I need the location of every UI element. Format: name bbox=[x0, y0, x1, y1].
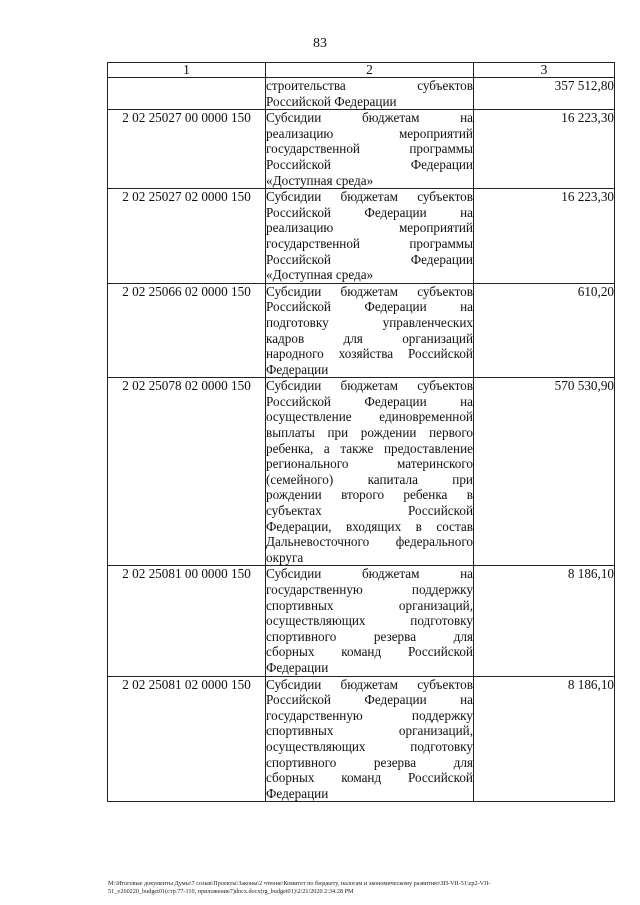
description-line: реализацию мероприятий bbox=[266, 220, 473, 236]
description-line: Российской Федерации на bbox=[266, 204, 473, 220]
description-line: «Доступная среда» bbox=[266, 267, 374, 283]
description-line: Федерации, входящих в состав bbox=[266, 518, 473, 534]
description-line: регионального материнского bbox=[266, 456, 473, 472]
amount-cell: 16 223,30 bbox=[474, 189, 615, 284]
table-header-row bbox=[108, 63, 615, 78]
amount-cell: 610,20 bbox=[474, 283, 615, 378]
description-cell bbox=[266, 110, 474, 189]
description-cell bbox=[266, 283, 474, 378]
description-line: сборных команд Российской bbox=[266, 770, 473, 786]
description-line: ребенка, а также предоставление bbox=[266, 440, 473, 456]
description-line: Федерации bbox=[266, 361, 329, 377]
description-line: Федерации bbox=[266, 659, 329, 675]
table-row bbox=[108, 676, 615, 802]
footer-line-1: M:\Итоговые документы Думы\7 созыв\Проекты\Законы\2 чтение\Комитет по бюджету, налогам и экономическому развитию\ЗП-VII-51\zp2-VII- bbox=[108, 880, 491, 887]
description-line: округа bbox=[266, 549, 304, 565]
file-path-footer bbox=[108, 880, 618, 896]
description-cell bbox=[266, 378, 474, 566]
amount-cell: 8 186,10 bbox=[474, 676, 615, 802]
description-line: Субсидии бюджетам на bbox=[266, 110, 473, 126]
description-line: Российской Федерации на bbox=[266, 299, 473, 315]
column-header-2: 2 bbox=[266, 63, 474, 78]
description-line: Федерации bbox=[266, 785, 329, 801]
description-line: осуществляющих подготовку bbox=[266, 738, 473, 754]
description-line: спортивных организаций, bbox=[266, 597, 473, 613]
description-line: государственной программы bbox=[266, 141, 473, 157]
table-row bbox=[108, 566, 615, 676]
description-line: Дальневосточного федерального bbox=[266, 534, 473, 550]
description-line: государственную поддержку bbox=[266, 582, 473, 597]
budget-code-cell: 2 02 25066 02 0000 150 bbox=[108, 283, 266, 378]
description-cell bbox=[266, 189, 474, 284]
budget-code-cell: 2 02 25027 00 0000 150 bbox=[108, 110, 266, 189]
description-line: осуществление единовременной bbox=[266, 409, 473, 425]
description-line: субъектах Российской bbox=[266, 503, 473, 519]
amount-cell: 570 530,90 bbox=[474, 378, 615, 566]
page-number: 83 bbox=[313, 36, 327, 51]
column-header-3: 3 bbox=[474, 63, 615, 78]
table-row bbox=[108, 78, 615, 110]
column-header-1: 1 bbox=[108, 63, 266, 78]
table-row bbox=[108, 110, 615, 189]
amount-cell: 357 512,80 bbox=[474, 78, 615, 110]
budget-code-cell: 2 02 25081 02 0000 150 bbox=[108, 676, 266, 802]
description-line: государственной программы bbox=[266, 235, 473, 251]
description-line: Субсидии бюджетам субъектов bbox=[266, 676, 473, 692]
budget-code-cell bbox=[108, 78, 266, 110]
description-cell bbox=[266, 676, 474, 802]
description-line: выплаты при рождении первого bbox=[266, 425, 473, 441]
description-line: (семейного) капитала при bbox=[266, 471, 473, 487]
budget-code-cell: 2 02 25027 02 0000 150 bbox=[108, 189, 266, 284]
description-cell bbox=[266, 566, 474, 676]
description-line: сборных команд Российской bbox=[266, 644, 473, 660]
amount-cell: 16 223,30 bbox=[474, 110, 615, 189]
description-line: Субсидии бюджетам субъектов bbox=[266, 283, 473, 299]
footer-line-2: 51_v260220_budget01(стр.77-110, приложение7)docx.docx(rg_budget01)\2/21/2020 2:34:28 PM bbox=[108, 888, 354, 895]
budget-code-cell: 2 02 25078 02 0000 150 bbox=[108, 378, 266, 566]
revenue-table bbox=[107, 62, 615, 802]
description-line: народного хозяйства Российской bbox=[266, 346, 473, 362]
description-line: спортивных организаций, bbox=[266, 723, 473, 739]
description-line: Субсидии бюджетам субъектов bbox=[266, 378, 473, 394]
description-cell bbox=[266, 78, 474, 110]
description-line: «Доступная среда» bbox=[266, 172, 374, 188]
description-line: кадров для организаций bbox=[266, 330, 473, 346]
description-line: осуществляющих подготовку bbox=[266, 613, 473, 629]
description-line: спортивного резерва для bbox=[266, 754, 473, 770]
description-line: Российской Федерации на bbox=[266, 692, 473, 708]
description-line: Российской Федерации bbox=[266, 156, 473, 172]
description-line: подготовку управленческих bbox=[266, 314, 473, 330]
budget-code-cell: 2 02 25081 00 0000 150 bbox=[108, 566, 266, 676]
description-line: Субсидии бюджетам субъектов bbox=[266, 189, 473, 205]
description-line: строительства субъектов bbox=[266, 78, 473, 93]
description-line: реализацию мероприятий bbox=[266, 125, 473, 141]
amount-cell: 8 186,10 bbox=[474, 566, 615, 676]
description-line: Российской Федерации на bbox=[266, 393, 473, 409]
description-line: рождении второго ребенка в bbox=[266, 487, 473, 503]
table-row bbox=[108, 378, 615, 566]
description-line: Российской Федерации bbox=[266, 93, 397, 109]
description-line: государственную поддержку bbox=[266, 707, 473, 723]
description-line: Российской Федерации bbox=[266, 251, 473, 267]
table-row bbox=[108, 189, 615, 284]
table-row bbox=[108, 283, 615, 378]
description-line: Субсидии бюджетам на bbox=[266, 566, 473, 582]
description-line: спортивного резерва для bbox=[266, 628, 473, 644]
